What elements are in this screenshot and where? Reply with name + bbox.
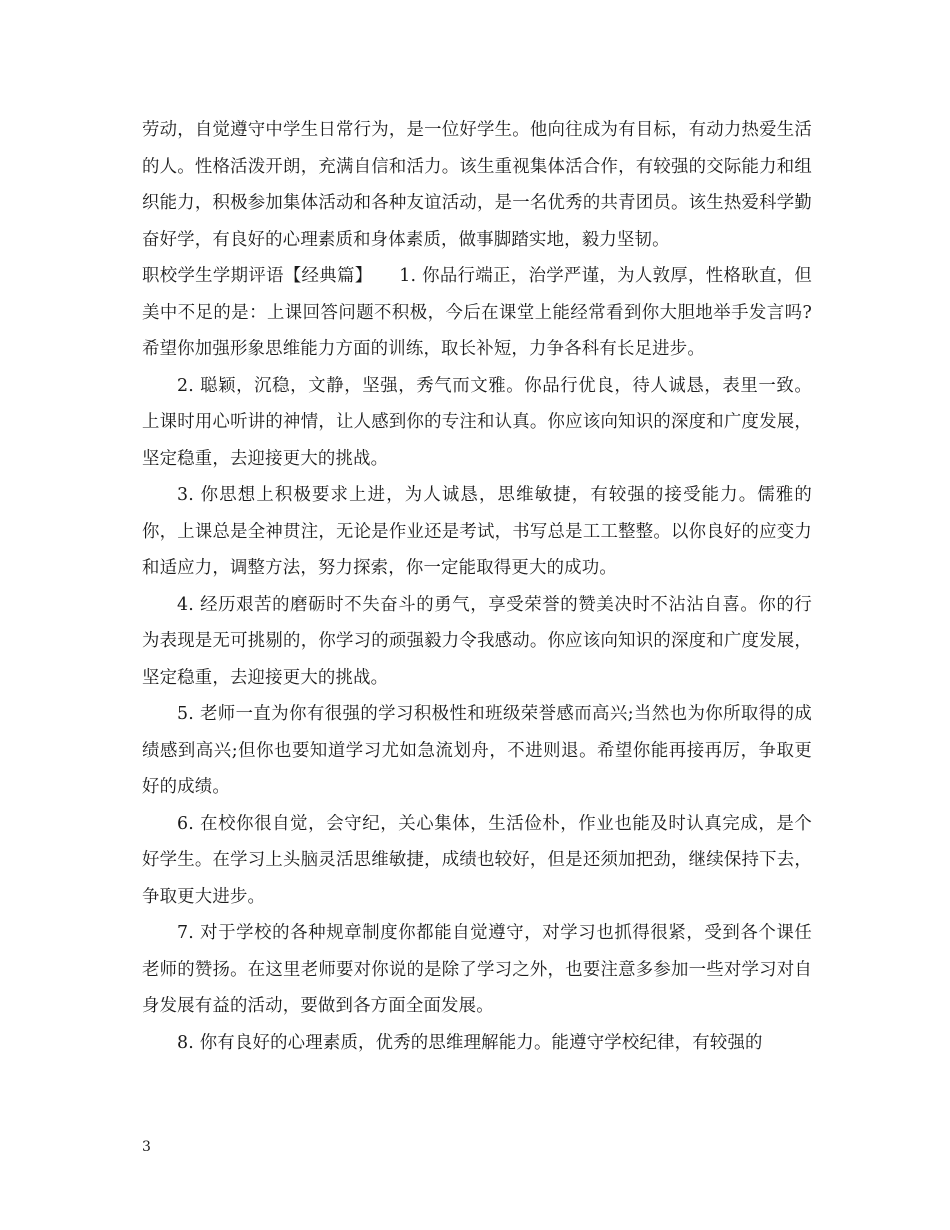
paragraph-item-7: 7. 对于学校的各种规章制度你都能自觉遵守，对学习也抓得很紧，受到各个课任老师的赞扬。在这里老师要对你说的是除了学习之外，也要注意多参加一些对学习对自身发展有益的活动，要做到各方面全面发展。 — [142, 923, 812, 1016]
paragraph-item-2: 2. 聪颖，沉稳，文静，坚强，秀气而文雅。你品行优良，待人诚恳，表里一致。上课时用心听讲的神情，让人感到你的专注和认真。你应该向知识的深度和广度发展，坚定稳重，去迎接更大的挑战。 — [142, 375, 812, 469]
paragraph-item-3: 3. 你思想上积极要求上进，为人诚恳，思维敏捷，有较强的接受能力。儒雅的你，上课总是全神贯注，无论是作业还是考试，书写总是工工整整。以你良好的应变力和适应力，调整方法，努力探索，你一定能取得更大的成功。 — [142, 485, 812, 578]
paragraph-item-5: 5. 老师一直为你有很强的学习积极性和班级荣誉感而高兴;当然也为你所取得的成绩感到高兴;但你也要知道学习尤如急流划舟，不进则退。希望你能再接再厉，争取更好的成绩。 — [142, 704, 812, 797]
page-number: 3 — [142, 1139, 151, 1155]
paragraph-intro-continued: 劳动，自觉遵守中学生日常行为，是一位好学生。他向往成为有目标，有动力热爱生活的人。性格活泼开朗，充满自信和活力。该生重视集体活合作，有较强的交际能力和组织能力，积极参加集体活动和各种友谊活动，是一名优秀的共青团员。该生热爱科学勤奋好学，有良好的心理素质和身体素质，做事脚踏实地，毅力坚韧。 — [142, 120, 812, 250]
paragraph-item-6: 6. 在校你很自觉，会守纪，关心集体，生活俭朴，作业也能及时认真完成，是个好学生。在学习上头脑灵活思维敏捷，成绩也较好，但是还须加把劲，继续保持下去，争取更大进步。 — [142, 813, 812, 907]
paragraph-item-8: 8. 你有良好的心理素质，优秀的思维理解能力。能遵守学校纪律，有较强的 — [177, 1032, 763, 1053]
paragraph-item-4: 4. 经历艰苦的磨砺时不失奋斗的勇气，享受荣誉的赞美决时不沾沾自喜。你的行为表现是无可挑剔的，你学习的顽强毅力令我感动。你应该向知识的深度和广度发展，坚定稳重，去迎接更大的挑战。 — [142, 594, 812, 688]
paragraph-section-heading-item-1: 职校学生学期评语【经典篇】 1. 你品行端正，治学严谨，为人敦厚，性格耿直，但美中不足的是：上课回答问题不积极，今后在课堂上能经常看到你大胆地举手发言吗?希望你加强形象思维能力方面的训练，取长补短，力争各科有长足进步。 — [142, 266, 812, 359]
document-body — [142, 112, 812, 1061]
